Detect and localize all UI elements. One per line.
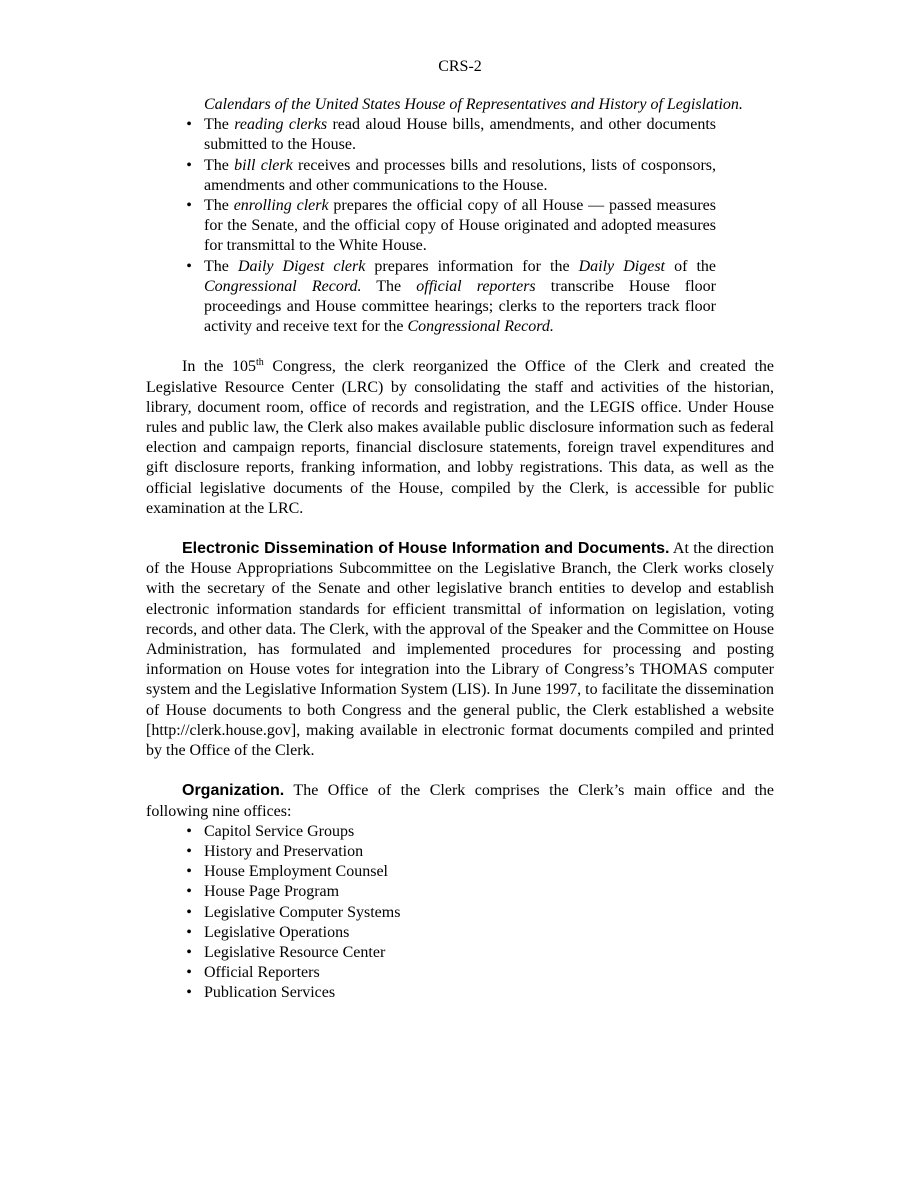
list-item	[146, 882, 774, 902]
continued-item-text: Calendars of the United States House of Representatives and History of Legislation.	[204, 96, 743, 113]
item-text: prepares information for the	[365, 257, 579, 275]
bullet-icon: •	[186, 257, 192, 275]
list-item	[146, 257, 716, 338]
ordinal-suffix: th	[255, 357, 264, 369]
list-item	[146, 943, 774, 963]
section-heading: Electronic Dissemination of House Information and Documents.	[182, 540, 670, 558]
item-post: read aloud House bills, amendments, and other documents submitted to the House.	[204, 116, 717, 154]
bullet-icon: •	[186, 116, 192, 134]
publication-name: Congressional Record.	[204, 277, 362, 295]
bullet-icon: •	[186, 883, 192, 901]
role-name: bill clerk	[234, 156, 293, 174]
item-pre: The	[204, 116, 235, 134]
paragraph-electronic-dissemination	[146, 539, 774, 761]
office-name: Legislative Computer Systems	[204, 903, 401, 921]
office-name: Capitol Service Groups	[204, 822, 355, 840]
para-text: In the 105	[182, 358, 256, 376]
office-name: History and Preservation	[204, 842, 364, 860]
para-text: Congress, the clerk reorganized the Office of the Clerk and created the Legislative Resource Center (LRC) by consolidating the staff and activities of the historian, library, document room, office of records and registration, and the LEGIS office. Under House rules and public law, the Clerk also makes available public disclosure information such as federal election and campaign reports, financial disclosure statements, foreign travel expenditures and gift disclosure reports, franking information, and lobby registrations. This data, as well as the official legislative documents of the House, compiled by the Clerk, is accessible for public examination at the LRC.	[146, 358, 775, 517]
bullet-icon: •	[186, 822, 192, 840]
item-pre: The	[204, 257, 238, 275]
clerk-duties-list	[146, 115, 716, 337]
office-name: Legislative Operations	[204, 923, 350, 941]
role-name: Daily Digest clerk	[237, 257, 366, 275]
list-item	[146, 903, 774, 923]
section-heading: Organization.	[182, 782, 285, 800]
role-name: official reporters	[416, 277, 536, 295]
bullet-icon: •	[186, 863, 192, 881]
list-item	[146, 963, 774, 983]
page-number: CRS-2	[438, 58, 482, 75]
bullet-icon: •	[186, 156, 192, 174]
publication-name: Daily Digest	[578, 257, 665, 275]
item-post: receives and processes bills and resolutions, lists of cosponsors, amendments and other communications to the House.	[204, 156, 717, 194]
document-body	[146, 95, 774, 1004]
office-name: Legislative Resource Center	[204, 943, 386, 961]
item-text: transcribe House floor proceedings and House committee hearings; clerks to the reporters track floor activity and receive text for the	[204, 277, 717, 336]
publication-name: Congressional Record.	[407, 318, 554, 336]
list-item	[146, 196, 716, 257]
bullet-icon: •	[186, 943, 192, 961]
bullet-icon: •	[186, 842, 192, 860]
item-post: prepares the official copy of all House — passed measures for the Senate, and the official copy of House originated and adopted measures for transmittal to the White House.	[204, 197, 716, 255]
bullet-icon: •	[186, 964, 192, 982]
offices-list	[146, 822, 774, 1004]
list-item	[146, 842, 774, 862]
item-pre: The	[204, 197, 234, 215]
office-name: Official Reporters	[204, 964, 320, 982]
para-text: The Office of the Clerk comprises the Clerk’s main office and the following nine offices:	[146, 782, 774, 820]
bullet-icon: •	[186, 984, 192, 1002]
bullet-icon: •	[186, 903, 192, 921]
list-item	[146, 156, 716, 196]
continued-list-item	[204, 95, 774, 115]
list-item	[146, 983, 774, 1003]
role-name: enrolling clerk	[233, 197, 329, 215]
list-item	[146, 115, 716, 155]
list-item	[146, 862, 774, 882]
bullet-icon: •	[186, 923, 192, 941]
item-text: The	[361, 277, 417, 295]
office-name: House Page Program	[204, 883, 340, 901]
bullet-icon: •	[186, 197, 192, 215]
office-name: Publication Services	[204, 984, 336, 1002]
role-name: reading clerks	[234, 116, 328, 134]
paragraph-organization	[146, 781, 774, 821]
list-item	[146, 923, 774, 943]
office-name: House Employment Counsel	[204, 863, 388, 881]
paragraph-lrc	[146, 357, 774, 519]
para-text: At the direction of the House Appropriations Subcommittee on the Legislative Branch, the Clerk works closely with the secretary of the Senate and other legislative branch entities to develop and establish electronic information standards for efficient transmittal of information on legislation, voting records, and other data. The Clerk, with the approval of the Speaker and the Committee on House Administration, has formulated and implemented procedures for processing and posting information on House votes for integration into the Library of Congress’s THOMAS computer system and the Legislative Information System (LIS). In June 1997, to facilitate the dissemination of House documents to both Congress and the general public, the Clerk established a website [http://clerk.house.gov], making available in electronic format documents compiled and printed by the Office of the Clerk.	[146, 540, 775, 760]
item-pre: The	[204, 156, 235, 174]
item-text: of the	[665, 257, 716, 275]
list-item	[146, 822, 774, 842]
